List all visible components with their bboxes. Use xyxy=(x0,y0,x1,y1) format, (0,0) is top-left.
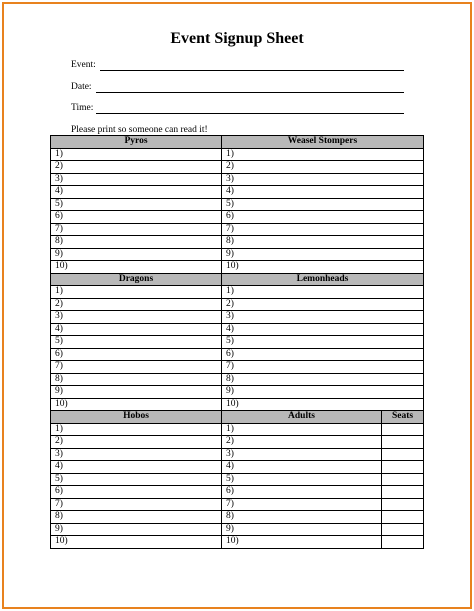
signup-cell-right[interactable]: 5) xyxy=(222,473,382,486)
signup-row xyxy=(51,523,424,536)
signup-cell-left[interactable]: 10) xyxy=(51,398,222,411)
signup-cell-right[interactable]: 8) xyxy=(222,236,424,249)
signup-cell-left[interactable]: 3) xyxy=(51,448,222,461)
signup-cell-right[interactable]: 6) xyxy=(222,211,424,224)
signup-cell-right[interactable]: 10) xyxy=(222,398,424,411)
signup-cell-right[interactable]: 7) xyxy=(222,361,424,374)
seats-cell[interactable] xyxy=(382,461,424,474)
signup-cell-left[interactable]: 3) xyxy=(51,173,222,186)
signup-cell-left[interactable]: 2) xyxy=(51,436,222,449)
signup-cell-left[interactable]: 9) xyxy=(51,523,222,536)
signup-cell-left[interactable]: 10) xyxy=(51,536,222,549)
signup-cell-right[interactable]: 2) xyxy=(222,436,382,449)
signup-cell-right[interactable]: 1) xyxy=(222,148,424,161)
signup-row xyxy=(51,248,424,261)
seats-cell[interactable] xyxy=(382,448,424,461)
time-label: Time: xyxy=(71,103,94,113)
signup-row xyxy=(51,161,424,174)
signup-cell-left[interactable]: 2) xyxy=(51,298,222,311)
group-header-right: Lemonheads xyxy=(222,273,424,286)
group-header-left: Pyros xyxy=(51,136,222,149)
signup-cell-right[interactable]: 9) xyxy=(222,523,382,536)
signup-cell-right[interactable]: 4) xyxy=(222,186,424,199)
signup-cell-right[interactable]: 2) xyxy=(222,161,424,174)
group-header-left: Dragons xyxy=(51,273,222,286)
group-header-left: Hobos xyxy=(51,411,222,424)
signup-cell-left[interactable]: 5) xyxy=(51,198,222,211)
seats-cell[interactable] xyxy=(382,536,424,549)
seats-cell[interactable] xyxy=(382,473,424,486)
signup-cell-right[interactable]: 6) xyxy=(222,486,382,499)
seats-cell[interactable] xyxy=(382,511,424,524)
signup-row xyxy=(51,398,424,411)
signup-row xyxy=(51,498,424,511)
signup-cell-right[interactable]: 1) xyxy=(222,286,424,299)
signup-cell-left[interactable]: 1) xyxy=(51,286,222,299)
group-header-row xyxy=(51,136,424,149)
signup-cell-right[interactable]: 9) xyxy=(222,386,424,399)
date-label: Date: xyxy=(71,82,92,92)
signup-row xyxy=(51,323,424,336)
signup-cell-left[interactable]: 4) xyxy=(51,461,222,474)
signup-cell-right[interactable]: 4) xyxy=(222,323,424,336)
page-title: Event Signup Sheet xyxy=(170,30,304,47)
group-header-right: Weasel Stompers xyxy=(222,136,424,149)
signup-row xyxy=(51,461,424,474)
signup-row xyxy=(51,536,424,549)
signup-row xyxy=(51,311,424,324)
signup-cell-left[interactable]: 6) xyxy=(51,486,222,499)
time-line[interactable] xyxy=(96,113,404,114)
signup-cell-left[interactable]: 1) xyxy=(51,148,222,161)
date-line[interactable] xyxy=(96,92,404,93)
seats-cell[interactable] xyxy=(382,498,424,511)
seats-cell[interactable] xyxy=(382,523,424,536)
signup-cell-left[interactable]: 9) xyxy=(51,386,222,399)
signup-row xyxy=(51,423,424,436)
signup-cell-left[interactable]: 8) xyxy=(51,236,222,249)
signup-cell-right[interactable]: 5) xyxy=(222,198,424,211)
signup-row xyxy=(51,298,424,311)
signup-row xyxy=(51,486,424,499)
print-note: Please print so someone can read it! xyxy=(71,125,208,135)
signup-cell-left[interactable]: 2) xyxy=(51,161,222,174)
group-header-row xyxy=(51,273,424,286)
signup-cell-right[interactable]: 3) xyxy=(222,448,382,461)
signup-cell-left[interactable]: 7) xyxy=(51,223,222,236)
group-header-row xyxy=(51,411,424,424)
signup-cell-left[interactable]: 5) xyxy=(51,336,222,349)
signup-row xyxy=(51,473,424,486)
signup-cell-left[interactable]: 9) xyxy=(51,248,222,261)
signup-cell-right[interactable]: 7) xyxy=(222,223,424,236)
signup-cell-left[interactable]: 1) xyxy=(51,423,222,436)
signup-cell-left[interactable]: 4) xyxy=(51,186,222,199)
seats-cell[interactable] xyxy=(382,423,424,436)
signup-row xyxy=(51,198,424,211)
signup-row xyxy=(51,511,424,524)
signup-row xyxy=(51,148,424,161)
seats-cell[interactable] xyxy=(382,486,424,499)
signup-cell-right[interactable]: 10) xyxy=(222,261,424,274)
signup-table xyxy=(50,135,424,549)
group-header-extra: Seats xyxy=(382,411,424,424)
signup-cell-right[interactable]: 8) xyxy=(222,511,382,524)
signup-cell-right[interactable]: 6) xyxy=(222,348,424,361)
group-header-right: Adults xyxy=(222,411,382,424)
signup-row xyxy=(51,386,424,399)
signup-cell-left[interactable]: 3) xyxy=(51,311,222,324)
event-line[interactable] xyxy=(100,70,404,71)
signup-cell-right[interactable]: 4) xyxy=(222,461,382,474)
signup-cell-left[interactable]: 7) xyxy=(51,361,222,374)
signup-row xyxy=(51,261,424,274)
signup-row xyxy=(51,286,424,299)
signup-cell-left[interactable]: 5) xyxy=(51,473,222,486)
signup-row xyxy=(51,186,424,199)
signup-cell-right[interactable]: 1) xyxy=(222,423,382,436)
signup-row xyxy=(51,348,424,361)
signup-cell-left[interactable]: 8) xyxy=(51,511,222,524)
signup-row xyxy=(51,236,424,249)
signup-cell-left[interactable]: 8) xyxy=(51,373,222,386)
signup-cell-right[interactable]: 8) xyxy=(222,373,424,386)
signup-cell-right[interactable]: 5) xyxy=(222,336,424,349)
signup-row xyxy=(51,223,424,236)
signup-cell-left[interactable]: 10) xyxy=(51,261,222,274)
event-label: Event: xyxy=(71,60,96,70)
signup-cell-right[interactable]: 10) xyxy=(222,536,382,549)
signup-cell-left[interactable]: 7) xyxy=(51,498,222,511)
signup-cell-left[interactable]: 4) xyxy=(51,323,222,336)
signup-row xyxy=(51,448,424,461)
signup-row xyxy=(51,373,424,386)
seats-cell[interactable] xyxy=(382,436,424,449)
signup-row xyxy=(51,211,424,224)
signup-cell-right[interactable]: 7) xyxy=(222,498,382,511)
signup-row xyxy=(51,336,424,349)
signup-row xyxy=(51,361,424,374)
signup-cell-right[interactable]: 3) xyxy=(222,173,424,186)
signup-row xyxy=(51,173,424,186)
signup-cell-left[interactable]: 6) xyxy=(51,211,222,224)
signup-cell-right[interactable]: 9) xyxy=(222,248,424,261)
signup-cell-right[interactable]: 3) xyxy=(222,311,424,324)
signup-cell-right[interactable]: 2) xyxy=(222,298,424,311)
signup-row xyxy=(51,436,424,449)
signup-cell-left[interactable]: 6) xyxy=(51,348,222,361)
